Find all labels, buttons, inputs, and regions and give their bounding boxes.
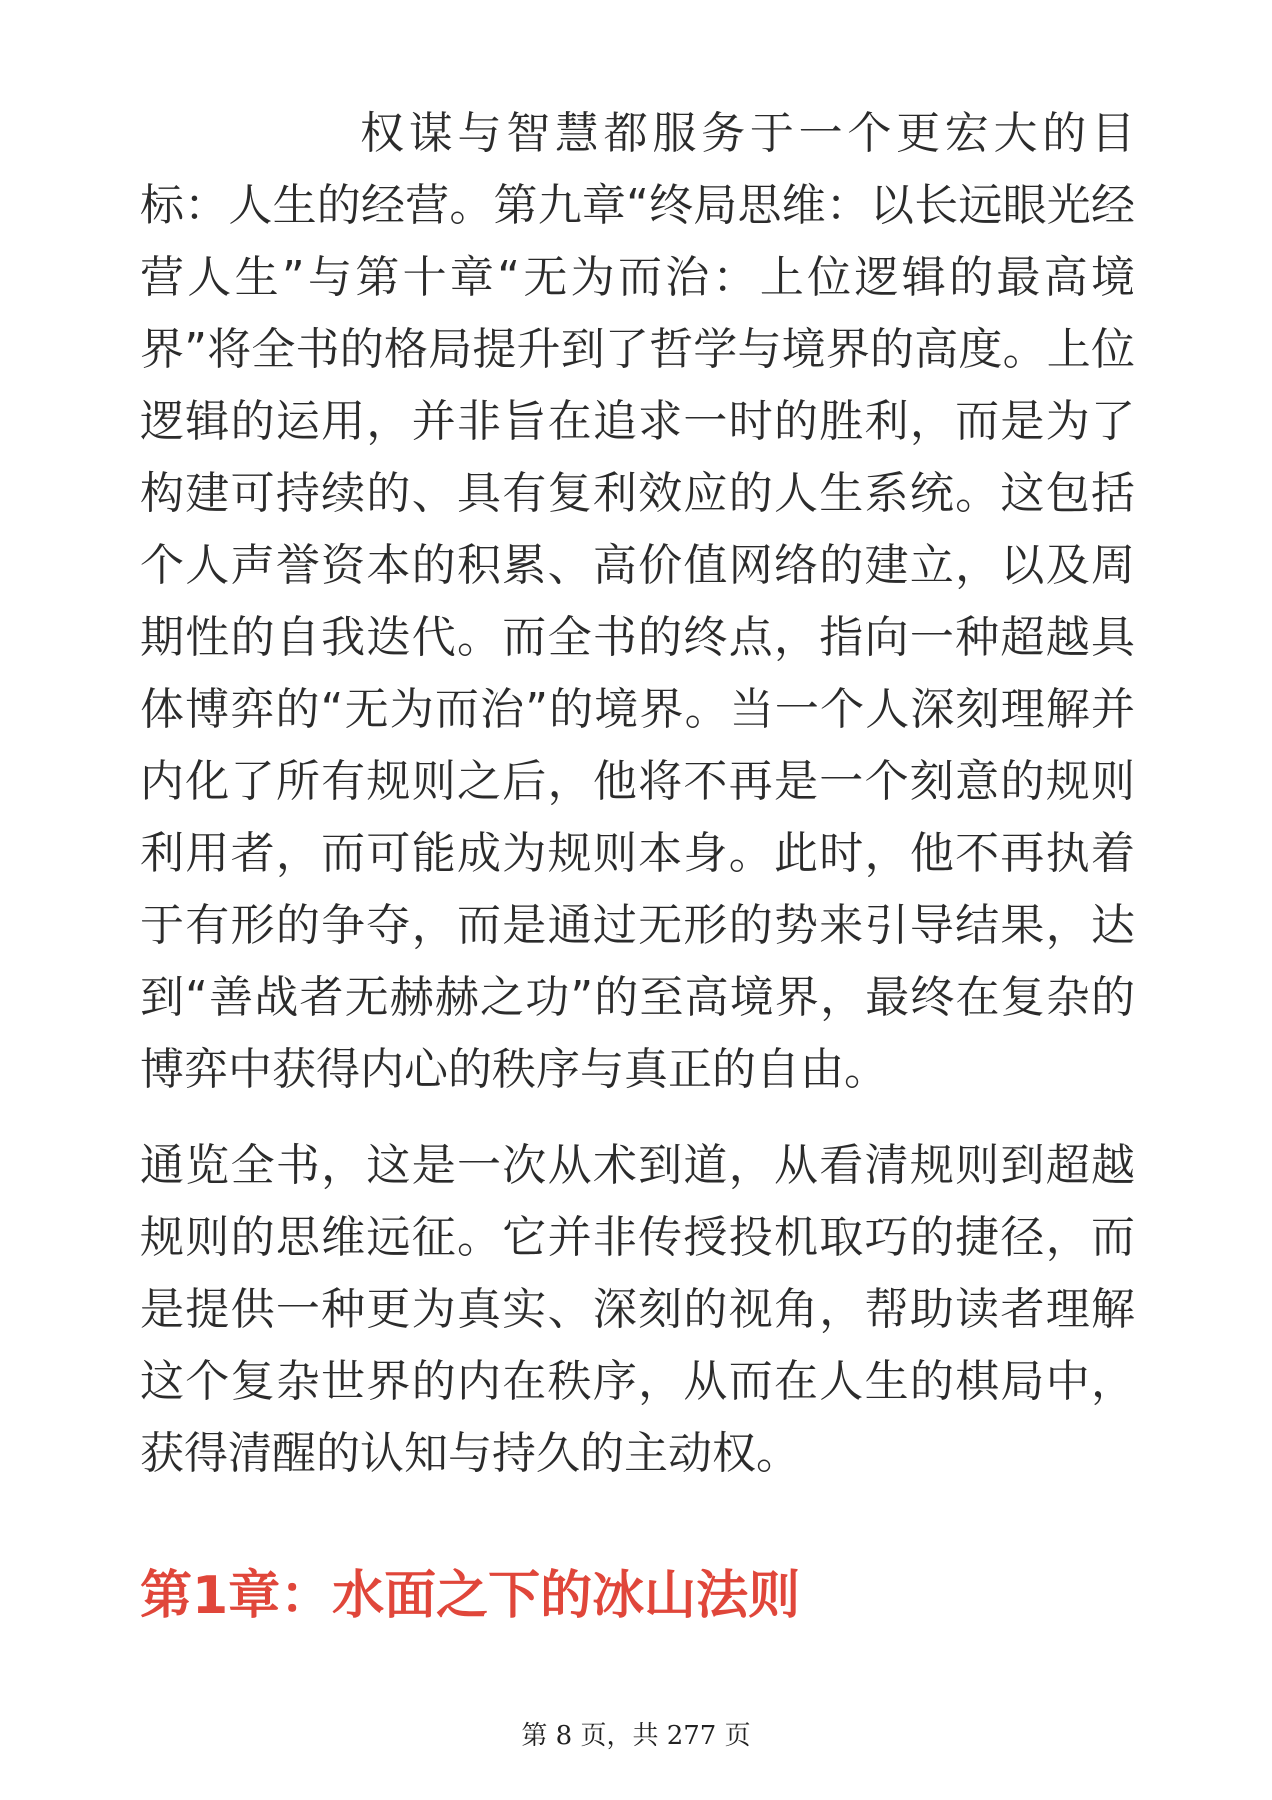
- chapter-heading: 第1章：水面之下的冰山法则: [140, 1566, 801, 1626]
- body-paragraph-2: 通览全书，这是一次从术到道，从看清规则到超越规则的思维远征。它并非传授投机取巧的捷径，而是提供一种更为真实、深刻的视角，帮助读者理解这个复杂世界的内在秩序，从而在人生的棋局中，获得清醒的认知与持久的主动权。: [140, 1140, 1135, 1479]
- body-paragraph-1: 权谋与智慧都服务于一个更宏大的目标：人生的经营。第九章“终局思维：以长远眼光经营人生”与第十章“无为而治：上位逻辑的最高境界”将全书的格局提升到了哲学与境界的高度。上位逻辑的运用，并非旨在追求一时的胜利，而是为了构建可持续的、具有复利效应的人生系统。这包括个人声誉资本的积累、高价值网络的建立，以及周期性的自我迭代。而全书的终点，指向一种超越具体博弈的“无为而治”的境界。当一个人深刻理解并内化了所有规则之后，他将不再是一个刻意的规则利用者，而可能成为规则本身。此时，他不再执着于有形的争夺，而是通过无形的势来引导结果，达到“善战者无赫赫之功”的至高境界，最终在复杂的博弈中获得内心的秩序与真正的自由。: [140, 108, 1135, 1095]
- page-number-footer: 第 8 页，共 277 页: [521, 1721, 751, 1751]
- page-content: [140, 98, 1135, 1634]
